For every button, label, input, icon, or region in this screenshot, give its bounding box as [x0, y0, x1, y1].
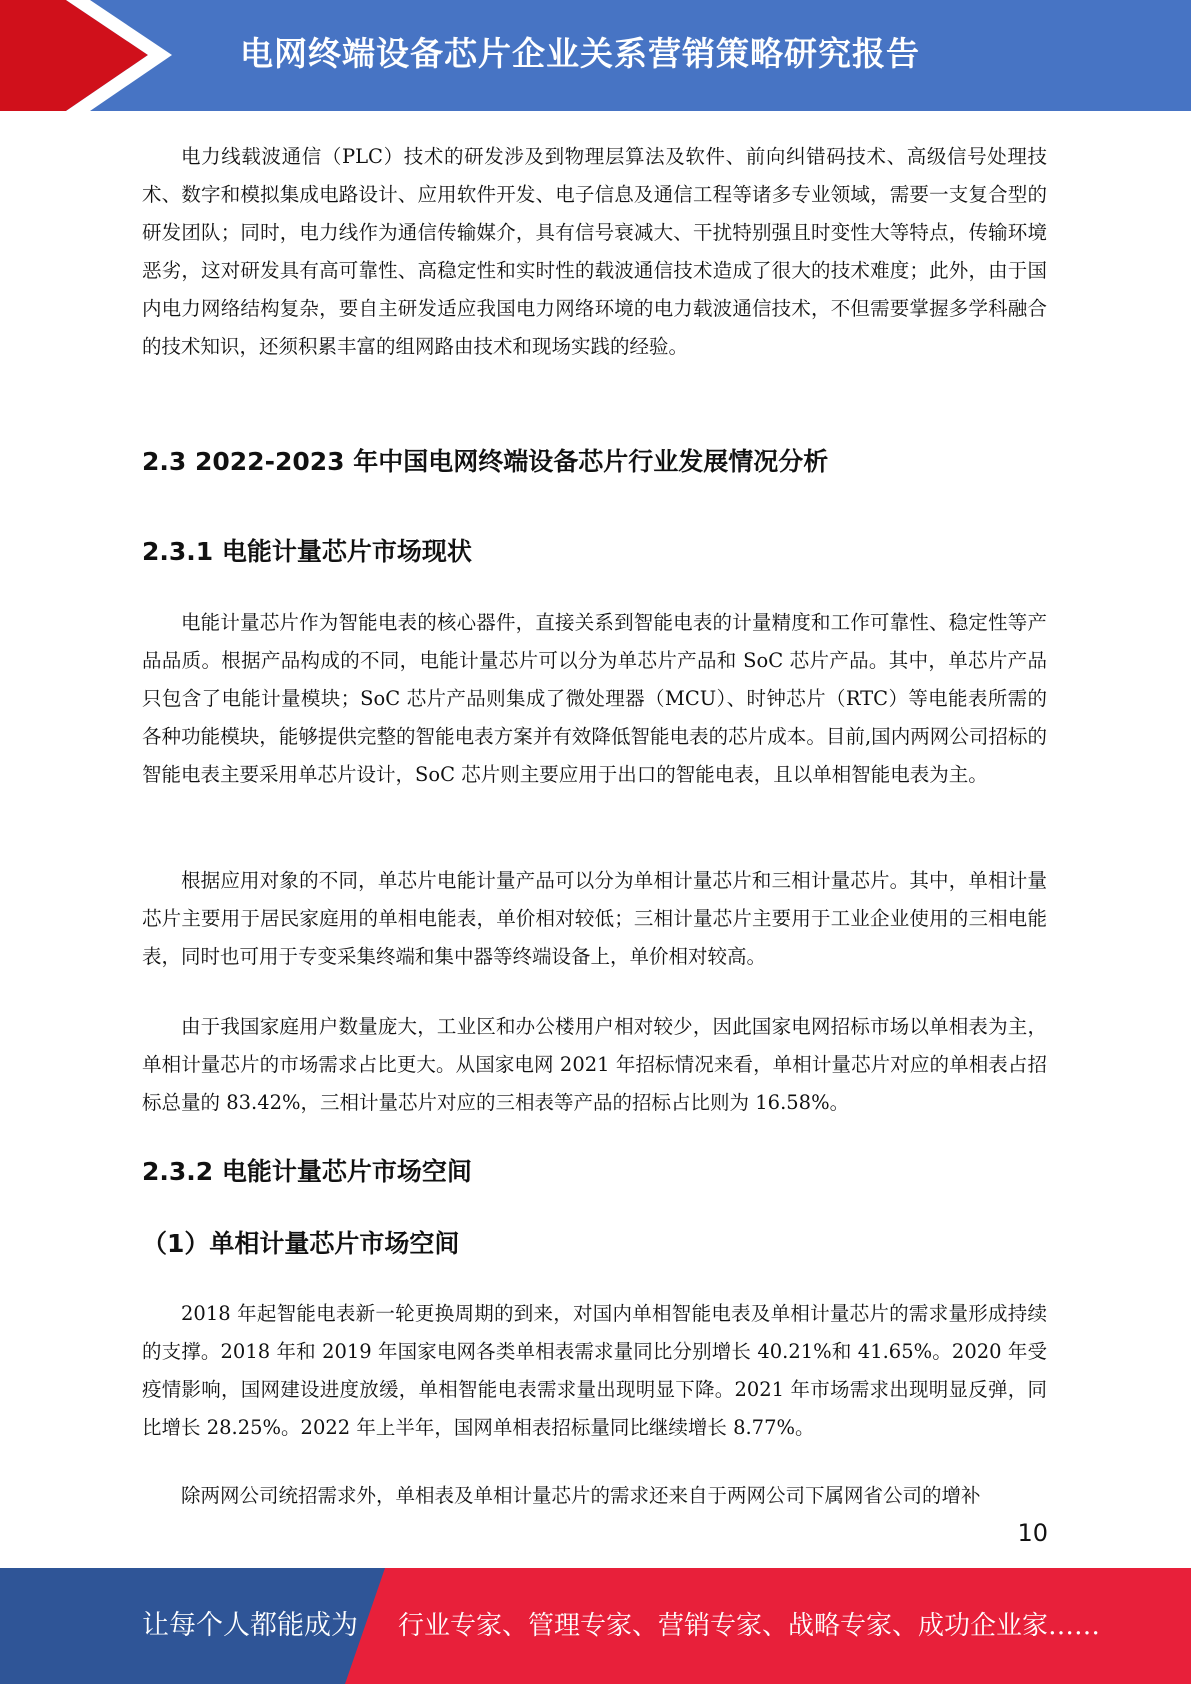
footer-slogan-left: 让每个人都能成为: [142, 1610, 358, 1641]
page-footer: [0, 1568, 1191, 1684]
paragraph-single-three-phase: 根据应用对象的不同，单芯片电能计量产品可以分为单相计量芯片和三相计量芯片。其中，单相计量芯片主要用于居民家庭用的单相电能表，单价相对较低；三相计量芯片主要用于工业企业使用的三相电能表，同时也可用于专变采集终端和集中器等终端设备上，单价相对较高。: [142, 869, 1047, 968]
paragraph-provincial-demand: 除两网公司统招需求外，单相表及单相计量芯片的需求还来自于两网公司下属网省公司的增补: [181, 1484, 981, 1507]
heading-section-2-3: 2.3 2022-2023 年中国电网终端设备芯片行业发展情况分析: [142, 447, 829, 476]
paragraph-plc-tech: 电力线载波通信（PLC）技术的研发涉及到物理层算法及软件、前向纠错码技术、高级信号处理技术、数字和模拟集成电路设计、应用软件开发、电子信息及通信工程等诸多专业领域，需要一支复合型的研发团队；同时，电力线作为通信传输媒介，具有信号衰减大、干扰特别强且时变性大等特点，传输环境恶劣，这对研发具有高可靠性、高稳定性和实时性的载波通信技术造成了很大的技术难度；此外，由于国内电力网络结构复杂，要自主研发适应我国电力网络环境的电力载波通信技术，不但需要掌握多学科融合的技术知识，还须积累丰富的组网路由技术和现场实践的经验。: [142, 145, 1047, 358]
paragraph-metering-chip-overview: 电能计量芯片作为智能电表的核心器件，直接关系到智能电表的计量精度和工作可靠性、稳定性等产品品质。根据产品构成的不同，电能计量芯片可以分为单芯片产品和 SoC 芯片产品。其中，单芯片产品只包含了电能计量模块；SoC 芯片产品则集成了微处理器（MCU）、时钟芯片（RTC）等电能表所需的各种功能模块，能够提供完整的智能电表方案并有效降低智能电表的芯片成本。目前,国内两网公司招标的智能电表主要采用单芯片设计，SoC 芯片则主要应用于出口的智能电表，且以单相智能电表为主。: [142, 611, 1047, 786]
paragraph-single-phase-demand: 2018 年起智能电表新一轮更换周期的到来，对国内单相智能电表及单相计量芯片的需求量形成持续的支撑。2018 年和 2019 年国家电网各类单相表需求量同比分别增长 40.21%和 41.65%。2020 年受疫情影响，国网建设进度放缓，单相智能电表需求量出现明显下降。2021 年市场需求出现明显反弹，同比增长 28.25%。2022 年上半年，国网单相表招标量同比继续增长 8.77%。: [142, 1302, 1047, 1439]
footer-slogan-right: 行业专家、管理专家、营销专家、战略专家、成功企业家……: [398, 1611, 1101, 1641]
heading-section-2-3-1: 2.3.1 电能计量芯片市场现状: [142, 537, 472, 566]
paragraph-market-share: 由于我国家庭用户数量庞大，工业区和办公楼用户相对较少，因此国家电网招标市场以单相表为主，单相计量芯片的市场需求占比更大。从国家电网 2021 年招标情况来看，单相计量芯片对应的单相表占招标总量的 83.42%，三相计量芯片对应的三相表等产品的招标占比则为 16.58%。: [142, 1015, 1047, 1114]
page-number: 10: [1017, 1519, 1048, 1547]
heading-single-phase-market: （1）单相计量芯片市场空间: [142, 1229, 460, 1258]
page-header: [0, 0, 1191, 111]
heading-section-2-3-2: 2.3.2 电能计量芯片市场空间: [142, 1157, 472, 1186]
report-title: 电网终端设备芯片企业关系营销策略研究报告: [240, 34, 920, 73]
